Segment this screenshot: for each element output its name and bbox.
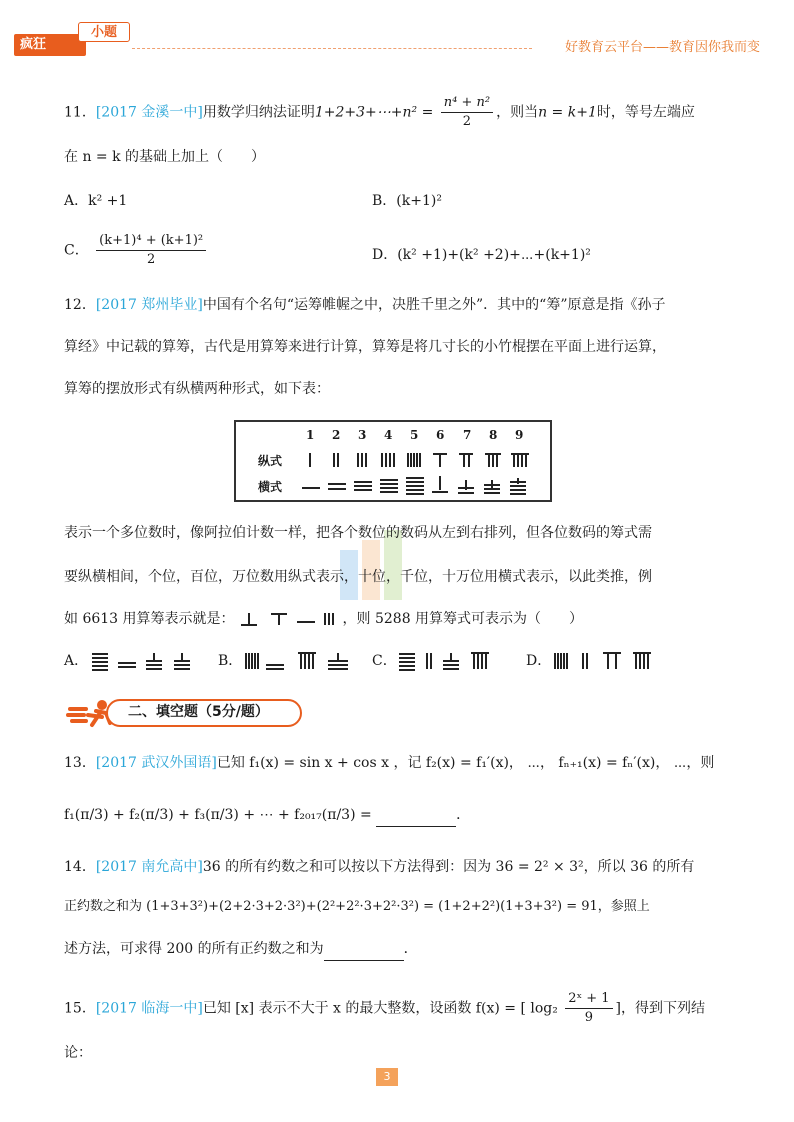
- q14-number: 14．: [64, 859, 96, 875]
- q12-option-c-rods: [397, 651, 507, 671]
- q12-option-b[interactable]: [218, 650, 372, 671]
- q11-option-c-fraction: [96, 232, 206, 269]
- q15-line2: 论：: [64, 1045, 92, 1061]
- digit-1: 1: [306, 428, 315, 442]
- q11-frac-den: 2: [462, 114, 472, 129]
- section-heading: [66, 697, 316, 731]
- digit-6: 6: [436, 428, 445, 442]
- q15-source: [2017 临海一中]: [95, 1000, 203, 1017]
- q12-option-a[interactable]: [64, 650, 218, 671]
- header-badge: 疯狂: [14, 34, 86, 56]
- q11-expr: 1+2+3+⋯+n² =: [314, 104, 434, 121]
- counting-rods-drawing: [236, 422, 550, 500]
- q13-line2: [64, 804, 470, 827]
- q15-fraction: [565, 990, 612, 1027]
- q11-option-c-label: C．: [64, 242, 89, 259]
- q14-answer-blank[interactable]: [324, 938, 404, 961]
- digit-7: 7: [463, 428, 472, 442]
- q13-source: [2017 武汉外国语]: [95, 755, 217, 771]
- q13-text2: f₁(π/3) + f₂(π/3) + f₃(π/3) + ⋯ + f₂₀₁₇(π/3) =: [64, 807, 377, 823]
- q12-option-a-label: A．: [64, 653, 89, 669]
- q11-text3: 时，等号左端应: [596, 104, 695, 121]
- q12-number: 12．: [64, 297, 96, 313]
- q11-text1: 用数学归纳法证明: [202, 104, 315, 121]
- q12-line5: 要纵横相间，个位，百位，万位数用纵式表示，十位，千位，十万位用横式表示，以此类推，例: [64, 569, 652, 585]
- q15-text1: 已知 [x] 表示不大于 x 的最大整数，设函数 f(x) = [ log₂: [202, 1000, 558, 1017]
- q14-text1: 36 的所有约数之和可以按以下方法得到：因为 36 = 2² × 3²，所以 36 的所有: [202, 859, 695, 875]
- q11-number: 11．: [64, 104, 96, 121]
- digit-9: 9: [515, 428, 524, 442]
- q12-option-b-rods: [242, 651, 372, 671]
- digit-3: 3: [358, 428, 367, 442]
- q14-line2: 正约数之和为 (1+3+3²)+(2+2·3+2·3²)+(2²+2²·3+2²·3²) = (1+2+2²)(1+3+3²) = 91，参照上: [64, 899, 650, 914]
- header-slogan: 好教育云平台——教育因你我而变: [564, 40, 760, 55]
- rods-6613: [235, 610, 343, 628]
- q11-cond: n = k+1: [538, 104, 597, 121]
- q15-text2: ]，得到下列结: [615, 1000, 705, 1017]
- q13-line1: [64, 752, 714, 774]
- q12-option-b-label: B．: [218, 653, 243, 669]
- q13-answer-blank[interactable]: [376, 804, 456, 827]
- q15-line1: [64, 990, 705, 1027]
- q12-line2: 算经》中记载的算筹，古代是用算筹来进行计算，算筹是将几寸长的小竹棍摆在平面上进行运算，: [64, 339, 666, 355]
- q11-line2: 在 n = k 的基础上加上（ ）: [64, 149, 266, 165]
- table-row1-label: 纵式: [258, 454, 283, 468]
- q12-line1: [64, 294, 665, 316]
- q12-option-c-label: C．: [372, 653, 397, 669]
- q12-line6-suffix: ，则 5288 用算筹式可表示为（ ）: [342, 611, 584, 627]
- q11-source: [2017 金溪一中]: [95, 104, 203, 121]
- q12-line6: [64, 608, 583, 630]
- q12-option-d-rods: [551, 651, 681, 671]
- q12-line3: 算筹的摆放形式有纵横两种形式，如下表：: [64, 381, 330, 397]
- table-row2-label: 横式: [258, 480, 283, 494]
- q11-option-a[interactable]: A．k² +1: [64, 193, 128, 209]
- q12-option-d[interactable]: [526, 650, 681, 671]
- q12-option-a-rods: [88, 651, 218, 671]
- q12-option-c[interactable]: [372, 650, 507, 671]
- q11-option-c[interactable]: [64, 232, 209, 269]
- q11-line1: [64, 94, 695, 131]
- digit-5: 5: [410, 428, 419, 442]
- digit-4: 4: [384, 428, 393, 442]
- q11-text2: ，则当: [496, 104, 539, 121]
- q15-frac-num: 2ˣ + 1: [565, 990, 612, 1009]
- q14-line1: [64, 856, 694, 878]
- q14-end: ．: [403, 941, 418, 957]
- q11-fraction: [441, 94, 493, 131]
- q12-option-d-label: D．: [526, 653, 552, 669]
- q11-frac-num: n⁴ + n²: [441, 94, 493, 113]
- q14-line3: [64, 938, 418, 961]
- page-header: [0, 20, 794, 60]
- header-divider: [132, 48, 532, 49]
- q12-line4: 表示一个多位数时，像阿拉伯计数一样，把各个数位的数码从左到右排列，但各位数码的筹式需: [64, 525, 652, 541]
- q12-text1: 中国有个名句“运筹帷幄之中，决胜千里之外”．其中的“筹”原意是指《孙子: [202, 297, 666, 313]
- q15-number: 15．: [64, 1000, 96, 1017]
- q11-c-den: 2: [147, 252, 156, 267]
- q11-option-d[interactable]: D．(k² +1)+(k² +2)+⋯+(k+1)²: [372, 247, 591, 263]
- q13-text1: 已知 f₁(x) = sin x + cos x ，记 f₂(x) = f₁′(x)， ⋯， fₙ₊₁(x) = fₙ′(x)， ⋯，则: [216, 755, 715, 771]
- counting-rod-table: [234, 420, 552, 502]
- q13-number: 13．: [64, 755, 96, 771]
- q12-line6-prefix: 如 6613 用算筹表示就是：: [64, 611, 235, 627]
- digit-2: 2: [332, 428, 341, 442]
- q11-option-b[interactable]: B．(k+1)²: [372, 193, 442, 209]
- q14-source: [2017 南允高中]: [95, 859, 203, 875]
- page-number: 3: [376, 1068, 398, 1086]
- q15-frac-den: 9: [584, 1010, 594, 1025]
- header-tag: 小题: [78, 22, 130, 42]
- q13-end: ．: [456, 807, 471, 823]
- q14-text3: 述方法，可求得 200 的所有正约数之和为: [64, 941, 324, 957]
- section-title: 二、填空题（5分/题）: [106, 699, 302, 727]
- q11-c-num: (k+1)⁴ + (k+1)²: [96, 232, 206, 251]
- digit-8: 8: [489, 428, 498, 442]
- q12-source: [2017 郑州毕业]: [95, 297, 203, 313]
